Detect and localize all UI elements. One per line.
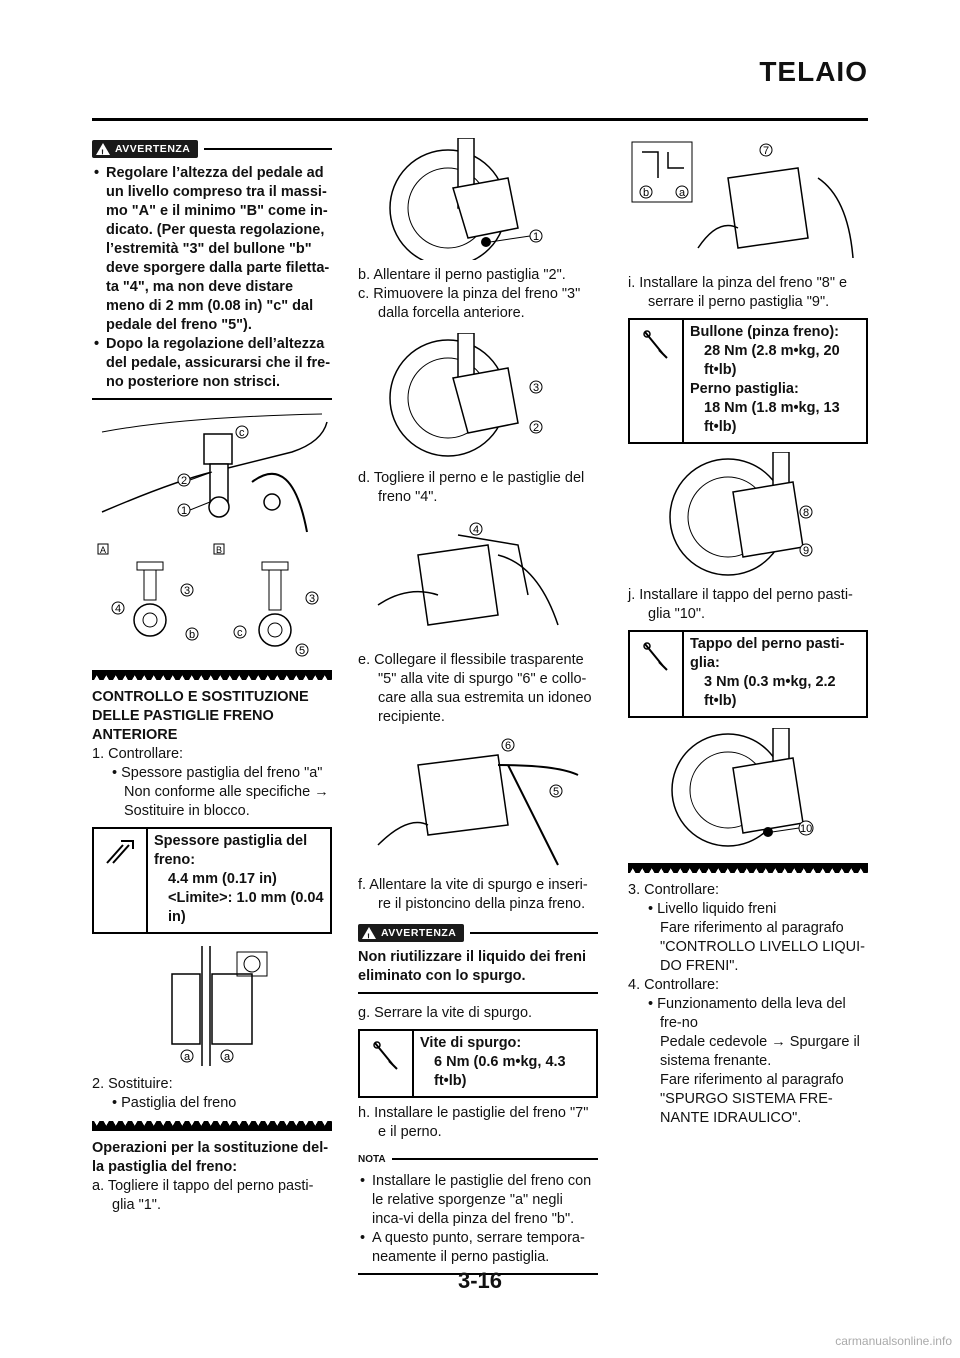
page-number: 3-16 [457,1268,503,1293]
spec-box [92,827,332,934]
warning-header [92,138,332,160]
pedal-adjust-drawing [92,542,332,662]
step: f. Allentare la vite di spurgo e inseri-re il pistoncino della pinza freno. [358,877,588,912]
spec-title: Perno pastiglia: [690,381,799,397]
list-item: • A questo punto, serrare tempora-neamente il perno pastiglia. [358,1229,598,1267]
list-item: • Regolare l’altezza del pedale ad un livello compreso tra il massi-mo "A" e il minimo "B" come in-dicato. (Per questa regolazione, l’estremità "3" del bullone "b" deve sporgere dalla parte filetta-ta "4", ma non deve distare meno di 2 mm (0.08 in) "c" dal pedale del freno "5"). [92,164,332,335]
step-bullet-text: Funzionamento della leva del fre-no [657,996,846,1031]
callout: 10 [800,823,813,835]
torque-wrench-icon [360,1031,414,1096]
caliper-install-drawing [628,452,868,582]
spec-value: 28 Nm (2.8 m•kg, 20 ft•lb) [704,343,840,378]
callout: 7 [763,145,770,157]
callout: 4 [115,603,122,615]
caliper-gauge-icon [94,829,148,932]
pad-cap-drawing [358,138,598,260]
step-bullet: • Spessore pastiglia del freno "a" [112,765,323,781]
callout: b [189,629,196,641]
procedure-start-marker [92,1121,332,1131]
header-rule [92,118,868,121]
figure-pad-removal [358,515,598,645]
spec-title: Tappo del perno pasti-glia: [690,636,845,671]
list-item: • Installare le pastiglie del freno con le relative sporgenze "a" negli inca-vi della pinza del freno "b". [358,1172,598,1229]
callout: a [224,1051,231,1063]
warning-text: Non riutilizzare il liquido dei freni eliminato con lo spurgo. [358,949,586,984]
figure-pad-cap [358,138,598,260]
divider [358,992,598,994]
step: b. Allentare il perno pastiglia "2". [358,267,566,283]
watermark: carmanualsonline.info [835,1334,952,1348]
step: c. Rimuovere la pinza del freno "3" dalla forcella anteriore. [358,286,581,321]
figure-caliper-remove [358,333,598,463]
step: 2. Sostituire: [92,1076,173,1092]
torque-wrench-icon [630,320,684,442]
page-title: TELAIO [759,56,868,87]
spec-box [628,630,868,718]
spec-limit: <Limite>: 1.0 mm (0.04 in) [168,890,324,925]
callout: 9 [803,545,810,557]
step: j. Installare il tappo del perno pasti-glia "10". [628,587,853,622]
warning-badge [358,924,464,942]
caliper-remove-drawing [358,333,598,463]
step: e. Collegare il flessibile trasparente "5" alla vite di spurgo "6" e collo-care alla sua estremita un idoneo recipiente. [358,652,592,725]
step-continuation: Non conforme alle specifiche → Sostituire in blocco. [124,784,329,819]
label-a: A [100,545,107,555]
section-start-marker [92,670,332,680]
pad-install-drawing [628,138,868,268]
callout: 2 [181,475,188,487]
callout: 1 [533,231,540,243]
divider [392,1158,598,1160]
column-2 [358,138,598,1275]
figure-pad-install [628,138,868,268]
step: a. Togliere il tappo del perno pasti-glia "1". [92,1178,314,1213]
brake-pedal-drawing [92,412,332,542]
bleed-hose-drawing [358,735,598,870]
figure-brake-pedal [92,412,332,542]
callout: c [237,627,243,639]
step: g. Serrare la vite di spurgo. [358,1005,533,1021]
spec-title: Vite di spurgo: [420,1035,522,1051]
step-bullet-text: Spessore pastiglia del freno "a" [121,765,323,781]
pad-removal-drawing [358,515,598,645]
callout: 3 [309,593,316,605]
figure-cap-install [628,728,868,853]
callout: 5 [553,786,560,798]
warning-header [358,922,598,944]
callout: 3 [533,382,540,394]
step-bullet: • Livello liquido freni [648,901,777,917]
warning-list [92,164,332,392]
torque-wrench-icon [630,632,684,716]
figure-pad-thickness [92,944,332,1069]
note-list [358,1172,598,1267]
spec-box [358,1029,598,1098]
figure-bleed-hose [358,735,598,870]
callout: a [184,1051,191,1063]
procedure-title: Operazioni per la sostituzione del-la pastiglia del freno: [92,1140,329,1175]
warning-label: AVVERTENZA [381,926,457,939]
callout: 4 [473,524,480,536]
step: 1. Controllare: [92,746,184,762]
step-continuation: Fare riferimento al paragrafo "SPURGO SISTEMA FRE-NANTE IDRAULICO". [660,1072,844,1126]
step-continuation: Pedale cedevole → Spurgare il sistema frenante. [660,1034,860,1069]
spec-value: 4.4 mm (0.17 in) [168,871,277,887]
warning-icon [96,143,110,155]
warning-icon [362,927,376,939]
callout: 6 [505,740,512,752]
spec-value: 6 Nm (0.6 m•kg, 4.3 ft•lb) [434,1054,566,1089]
step-bullet: • Pastiglia del freno [112,1095,237,1111]
list-item: • Dopo la regolazione dell’altezza del pedale, assicurarsi che il fre-no posteriore non strisci. [92,335,332,392]
spec-box [628,318,868,444]
callout: 8 [803,507,810,519]
callout: b [643,187,650,199]
divider [92,398,332,400]
step-bullet-text: Pastiglia del freno [121,1095,237,1111]
pad-thickness-drawing [92,944,332,1069]
section-end-marker [628,863,868,873]
spec-title: Spessore pastiglia del freno: [154,833,308,868]
spec-title: Bullone (pinza freno): [690,324,840,340]
step: h. Installare le pastiglie del freno "7" e il perno. [358,1105,589,1140]
divider [470,932,598,934]
figure-caliper-install [628,452,868,582]
step: i. Installare la pinza del freno "8" e serrare il perno pastiglia "9". [628,275,848,310]
label-b: B [216,545,223,555]
warning-label: AVVERTENZA [115,142,191,155]
figure-pedal-adjust [92,542,332,662]
step: 3. Controllare: [628,882,720,898]
spec-value: 18 Nm (1.8 m•kg, 13 ft•lb) [704,400,840,435]
column-1 [92,138,332,1215]
note-label: NOTA [358,1153,386,1165]
column-3 [628,138,868,1128]
step-bullet-text: Livello liquido freni [657,901,777,917]
step: d. Togliere il perno e le pastiglie del freno "4". [358,470,585,505]
warning-badge [92,140,198,158]
callout: c [239,427,245,439]
callout: 3 [184,585,191,597]
spec-value: 3 Nm (0.3 m•kg, 2.2 ft•lb) [704,674,836,709]
step-bullet: • Funzionamento della leva del fre-no [648,996,846,1031]
callout: 2 [533,422,540,434]
divider [204,148,332,150]
step: 4. Controllare: [628,977,720,993]
section-title: CONTROLLO E SOSTITUZIONE DELLE PASTIGLIE FRENO ANTERIORE [92,689,309,743]
note-header [358,1150,598,1168]
callout: 5 [299,645,306,657]
callout: 1 [181,505,188,517]
cap-install-drawing [628,728,868,853]
step-continuation: Fare riferimento al paragrafo "CONTROLLO LIVELLO LIQUI-DO FRENI". [660,920,865,974]
callout: a [679,187,686,199]
